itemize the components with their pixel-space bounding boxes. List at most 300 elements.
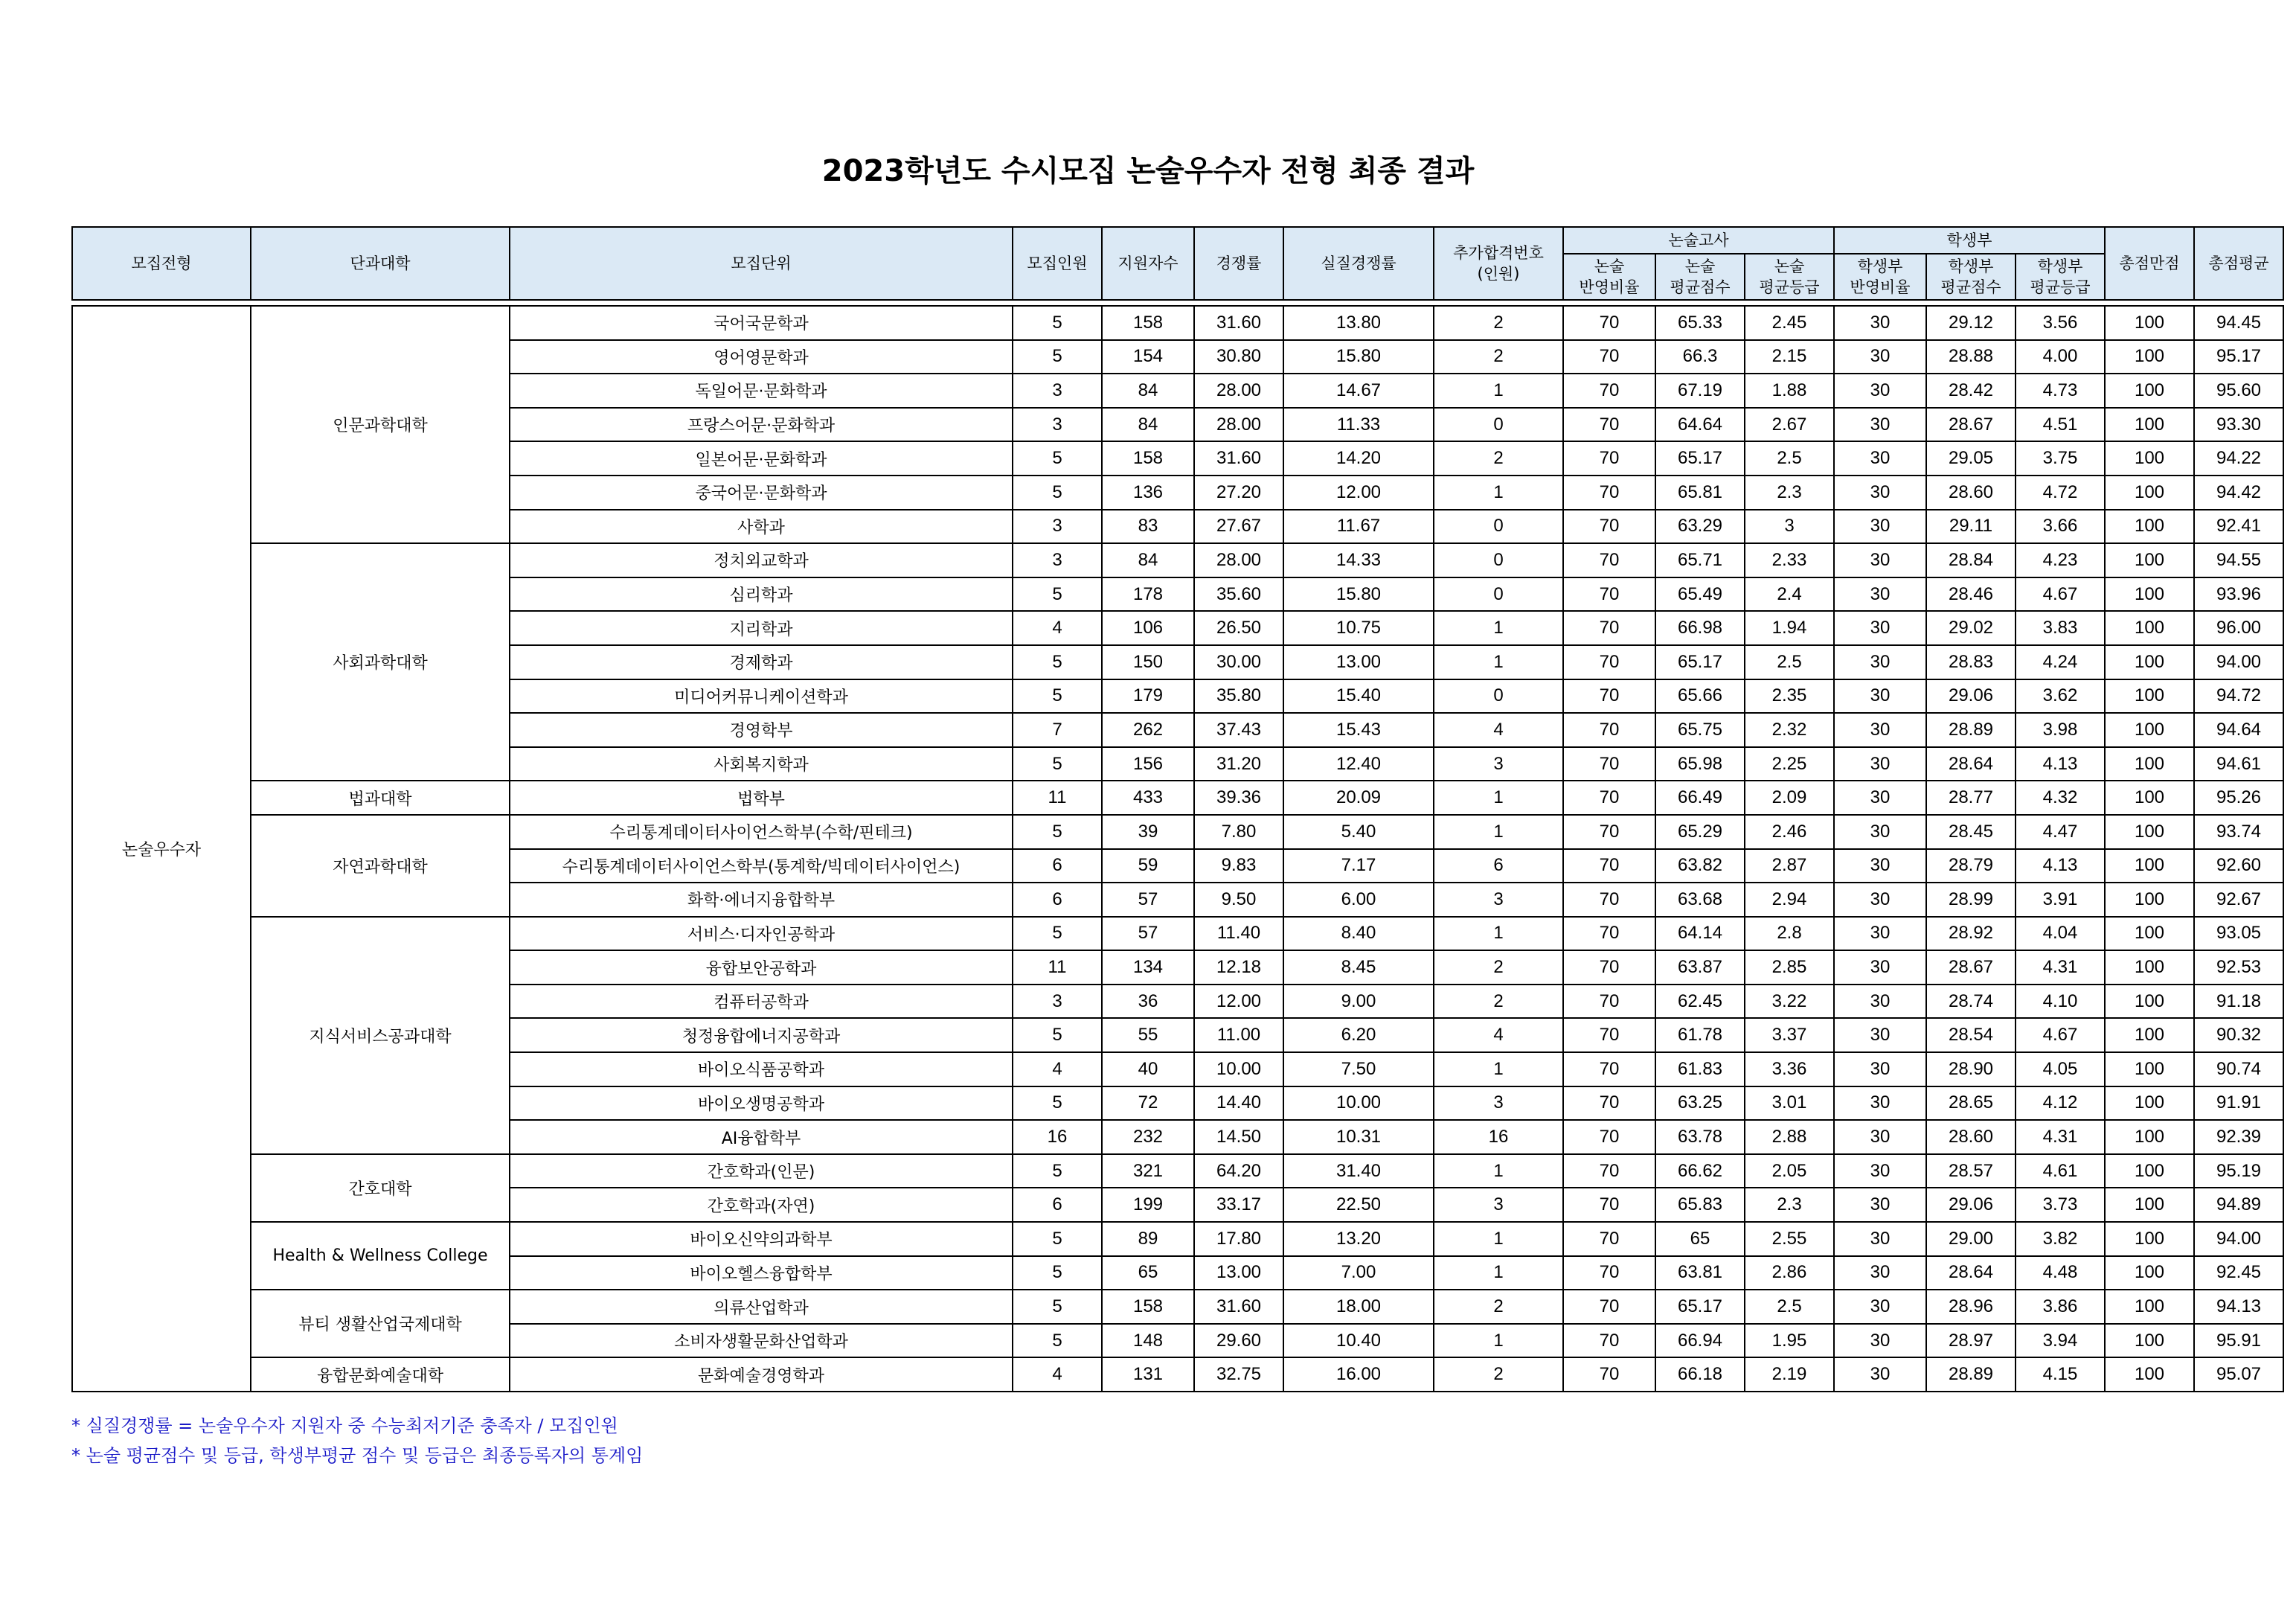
value-cell: 28.57 bbox=[1926, 1154, 2016, 1188]
unit-cell: 정치외교학과 bbox=[510, 543, 1013, 577]
value-cell: 158 bbox=[1102, 1290, 1194, 1324]
value-cell: 70 bbox=[1563, 1290, 1655, 1324]
header-record-weight: 학생부 반영비율 bbox=[1834, 254, 1926, 300]
value-cell: 100 bbox=[2105, 679, 2194, 714]
value-cell: 94.42 bbox=[2194, 476, 2283, 510]
value-cell: 2 bbox=[1434, 340, 1563, 374]
value-cell: 3 bbox=[1013, 985, 1102, 1019]
footnote-real-ratio: * 실질경쟁률 = 논술우수자 지원자 중 수능최저기준 충족자 / 모집인원 bbox=[71, 1415, 618, 1436]
header-spacer bbox=[72, 300, 2283, 306]
value-cell: 28.64 bbox=[1926, 1256, 2016, 1290]
value-cell: 100 bbox=[2105, 441, 2194, 476]
unit-cell: 바이오헬스융합학부 bbox=[510, 1256, 1013, 1290]
value-cell: 106 bbox=[1102, 611, 1194, 645]
value-cell: 1 bbox=[1434, 1052, 1563, 1086]
value-cell: 30 bbox=[1834, 408, 1926, 442]
value-cell: 4.51 bbox=[2016, 408, 2105, 442]
value-cell: 13.20 bbox=[1283, 1222, 1434, 1256]
college-cell: 간호대학 bbox=[251, 1154, 510, 1222]
value-cell: 4.72 bbox=[2016, 476, 2105, 510]
value-cell: 2.3 bbox=[1745, 476, 1834, 510]
value-cell: 100 bbox=[2105, 1256, 2194, 1290]
value-cell: 66.3 bbox=[1655, 340, 1745, 374]
value-cell: 70 bbox=[1563, 1188, 1655, 1222]
value-cell: 94.00 bbox=[2194, 1222, 2283, 1256]
value-cell: 30 bbox=[1834, 374, 1926, 408]
value-cell: 29.00 bbox=[1926, 1222, 2016, 1256]
value-cell: 10.00 bbox=[1194, 1052, 1283, 1086]
value-cell: 5 bbox=[1013, 1290, 1102, 1324]
value-cell: 6.00 bbox=[1283, 883, 1434, 917]
value-cell: 28.79 bbox=[1926, 849, 2016, 883]
value-cell: 14.33 bbox=[1283, 543, 1434, 577]
header-applicants: 지원자수 bbox=[1102, 227, 1194, 300]
value-cell: 2.25 bbox=[1745, 747, 1834, 781]
value-cell: 5 bbox=[1013, 1154, 1102, 1188]
value-cell: 5 bbox=[1013, 1086, 1102, 1121]
value-cell: 134 bbox=[1102, 950, 1194, 985]
value-cell: 30 bbox=[1834, 1290, 1926, 1324]
value-cell: 70 bbox=[1563, 340, 1655, 374]
unit-cell: 경제학과 bbox=[510, 645, 1013, 679]
header-unit: 모집단위 bbox=[510, 227, 1013, 300]
value-cell: 28.00 bbox=[1194, 374, 1283, 408]
value-cell: 61.78 bbox=[1655, 1018, 1745, 1052]
value-cell: 30 bbox=[1834, 645, 1926, 679]
value-cell: 93.05 bbox=[2194, 917, 2283, 951]
value-cell: 29.06 bbox=[1926, 1188, 2016, 1222]
unit-cell: 바이오식품공학과 bbox=[510, 1052, 1013, 1086]
value-cell: 1 bbox=[1434, 374, 1563, 408]
value-cell: 27.20 bbox=[1194, 476, 1283, 510]
value-cell: 30 bbox=[1834, 1357, 1926, 1392]
value-cell: 4.10 bbox=[2016, 985, 2105, 1019]
header-essay-weight: 논술 반영비율 bbox=[1563, 254, 1655, 300]
value-cell: 3 bbox=[1745, 510, 1834, 544]
value-cell: 95.19 bbox=[2194, 1154, 2283, 1188]
value-cell: 4.24 bbox=[2016, 645, 2105, 679]
value-cell: 7.80 bbox=[1194, 815, 1283, 849]
value-cell: 20.09 bbox=[1283, 781, 1434, 815]
value-cell: 28.92 bbox=[1926, 917, 2016, 951]
value-cell: 15.80 bbox=[1283, 577, 1434, 612]
value-cell: 66.18 bbox=[1655, 1357, 1745, 1392]
value-cell: 64.20 bbox=[1194, 1154, 1283, 1188]
footnotes bbox=[71, 1411, 643, 1470]
value-cell: 15.80 bbox=[1283, 340, 1434, 374]
value-cell: 3 bbox=[1434, 883, 1563, 917]
unit-cell: 영어영문학과 bbox=[510, 340, 1013, 374]
value-cell: 12.40 bbox=[1283, 747, 1434, 781]
unit-cell: 국어국문학과 bbox=[510, 306, 1013, 340]
unit-cell: 청정융합에너지공학과 bbox=[510, 1018, 1013, 1052]
value-cell: 100 bbox=[2105, 713, 2194, 747]
unit-cell: 의류산업학과 bbox=[510, 1290, 1013, 1324]
value-cell: 65.17 bbox=[1655, 441, 1745, 476]
header-essay-avg: 논술 평균점수 bbox=[1655, 254, 1745, 300]
header-essay-group: 논술고사 bbox=[1563, 227, 1834, 254]
value-cell: 100 bbox=[2105, 306, 2194, 340]
value-cell: 28.74 bbox=[1926, 985, 2016, 1019]
header-ratio: 경쟁률 bbox=[1194, 227, 1283, 300]
header-quota: 모집인원 bbox=[1013, 227, 1102, 300]
value-cell: 1.88 bbox=[1745, 374, 1834, 408]
value-cell: 29.02 bbox=[1926, 611, 2016, 645]
value-cell: 4.31 bbox=[2016, 1120, 2105, 1154]
value-cell: 4.12 bbox=[2016, 1086, 2105, 1121]
value-cell: 65.17 bbox=[1655, 645, 1745, 679]
header-essay-grade: 논술 평균등급 bbox=[1745, 254, 1834, 300]
value-cell: 31.40 bbox=[1283, 1154, 1434, 1188]
value-cell: 6.20 bbox=[1283, 1018, 1434, 1052]
value-cell: 2 bbox=[1434, 985, 1563, 1019]
value-cell: 3.86 bbox=[2016, 1290, 2105, 1324]
value-cell: 1 bbox=[1434, 1324, 1563, 1358]
value-cell: 4.00 bbox=[2016, 340, 2105, 374]
value-cell: 14.40 bbox=[1194, 1086, 1283, 1121]
value-cell: 28.77 bbox=[1926, 781, 2016, 815]
value-cell: 70 bbox=[1563, 985, 1655, 1019]
value-cell: 30 bbox=[1834, 577, 1926, 612]
value-cell: 65.33 bbox=[1655, 306, 1745, 340]
value-cell: 3.62 bbox=[2016, 679, 2105, 714]
value-cell: 2.87 bbox=[1745, 849, 1834, 883]
value-cell: 2.67 bbox=[1745, 408, 1834, 442]
table-row bbox=[72, 543, 2283, 577]
value-cell: 30 bbox=[1834, 1324, 1926, 1358]
value-cell: 63.82 bbox=[1655, 849, 1745, 883]
value-cell: 199 bbox=[1102, 1188, 1194, 1222]
value-cell: 3.83 bbox=[2016, 611, 2105, 645]
value-cell: 67.19 bbox=[1655, 374, 1745, 408]
value-cell: 100 bbox=[2105, 849, 2194, 883]
table-row bbox=[72, 917, 2283, 951]
value-cell: 4.05 bbox=[2016, 1052, 2105, 1086]
value-cell: 28.89 bbox=[1926, 713, 2016, 747]
value-cell: 28.97 bbox=[1926, 1324, 2016, 1358]
value-cell: 94.13 bbox=[2194, 1290, 2283, 1324]
unit-cell: 컴퓨터공학과 bbox=[510, 985, 1013, 1019]
value-cell: 28.90 bbox=[1926, 1052, 2016, 1086]
value-cell: 94.00 bbox=[2194, 645, 2283, 679]
college-cell: 인문과학대학 bbox=[251, 306, 510, 543]
value-cell: 28.60 bbox=[1926, 476, 2016, 510]
value-cell: 70 bbox=[1563, 1154, 1655, 1188]
value-cell: 4 bbox=[1434, 713, 1563, 747]
value-cell: 5 bbox=[1013, 1222, 1102, 1256]
value-cell: 9.00 bbox=[1283, 985, 1434, 1019]
value-cell: 30 bbox=[1834, 1018, 1926, 1052]
value-cell: 15.43 bbox=[1283, 713, 1434, 747]
value-cell: 6 bbox=[1434, 849, 1563, 883]
value-cell: 90.32 bbox=[2194, 1018, 2283, 1052]
value-cell: 2.05 bbox=[1745, 1154, 1834, 1188]
value-cell: 70 bbox=[1563, 577, 1655, 612]
value-cell: 70 bbox=[1563, 747, 1655, 781]
value-cell: 4.04 bbox=[2016, 917, 2105, 951]
value-cell: 100 bbox=[2105, 1086, 2194, 1121]
value-cell: 70 bbox=[1563, 713, 1655, 747]
value-cell: 433 bbox=[1102, 781, 1194, 815]
unit-cell: 수리통계데이터사이언스학부(통계학/빅데이터사이언스) bbox=[510, 849, 1013, 883]
value-cell: 9.50 bbox=[1194, 883, 1283, 917]
table-row bbox=[72, 1154, 2283, 1188]
value-cell: 11 bbox=[1013, 781, 1102, 815]
value-cell: 7 bbox=[1013, 713, 1102, 747]
value-cell: 1 bbox=[1434, 781, 1563, 815]
value-cell: 5 bbox=[1013, 679, 1102, 714]
value-cell: 70 bbox=[1563, 408, 1655, 442]
header-record-group: 학생부 bbox=[1834, 227, 2105, 254]
value-cell: 30.00 bbox=[1194, 645, 1283, 679]
value-cell: 156 bbox=[1102, 747, 1194, 781]
value-cell: 2.85 bbox=[1745, 950, 1834, 985]
value-cell: 28.99 bbox=[1926, 883, 2016, 917]
value-cell: 11.00 bbox=[1194, 1018, 1283, 1052]
value-cell: 4.47 bbox=[2016, 815, 2105, 849]
value-cell: 65.83 bbox=[1655, 1188, 1745, 1222]
value-cell: 70 bbox=[1563, 1120, 1655, 1154]
value-cell: 10.00 bbox=[1283, 1086, 1434, 1121]
value-cell: 11.67 bbox=[1283, 510, 1434, 544]
value-cell: 61.83 bbox=[1655, 1052, 1745, 1086]
value-cell: 100 bbox=[2105, 645, 2194, 679]
value-cell: 55 bbox=[1102, 1018, 1194, 1052]
value-cell: 2.35 bbox=[1745, 679, 1834, 714]
value-cell: 100 bbox=[2105, 1222, 2194, 1256]
value-cell: 5 bbox=[1013, 441, 1102, 476]
value-cell: 136 bbox=[1102, 476, 1194, 510]
value-cell: 31.20 bbox=[1194, 747, 1283, 781]
value-cell: 2.19 bbox=[1745, 1357, 1834, 1392]
value-cell: 89 bbox=[1102, 1222, 1194, 1256]
value-cell: 39 bbox=[1102, 815, 1194, 849]
value-cell: 11.33 bbox=[1283, 408, 1434, 442]
value-cell: 5 bbox=[1013, 306, 1102, 340]
value-cell: 70 bbox=[1563, 306, 1655, 340]
value-cell: 95.07 bbox=[2194, 1357, 2283, 1392]
value-cell: 35.60 bbox=[1194, 577, 1283, 612]
value-cell: 3.73 bbox=[2016, 1188, 2105, 1222]
value-cell: 2.5 bbox=[1745, 645, 1834, 679]
value-cell: 29.11 bbox=[1926, 510, 2016, 544]
value-cell: 100 bbox=[2105, 577, 2194, 612]
value-cell: 70 bbox=[1563, 917, 1655, 951]
value-cell: 93.30 bbox=[2194, 408, 2283, 442]
value-cell: 30 bbox=[1834, 611, 1926, 645]
value-cell: 30 bbox=[1834, 747, 1926, 781]
value-cell: 70 bbox=[1563, 1357, 1655, 1392]
value-cell: 30 bbox=[1834, 543, 1926, 577]
value-cell: 70 bbox=[1563, 374, 1655, 408]
value-cell: 3.75 bbox=[2016, 441, 2105, 476]
value-cell: 4.32 bbox=[2016, 781, 2105, 815]
value-cell: 31.60 bbox=[1194, 306, 1283, 340]
value-cell: 5 bbox=[1013, 340, 1102, 374]
value-cell: 4.67 bbox=[2016, 1018, 2105, 1052]
value-cell: 2.33 bbox=[1745, 543, 1834, 577]
value-cell: 92.41 bbox=[2194, 510, 2283, 544]
value-cell: 30 bbox=[1834, 679, 1926, 714]
unit-cell: 지리학과 bbox=[510, 611, 1013, 645]
value-cell: 30 bbox=[1834, 849, 1926, 883]
value-cell: 30 bbox=[1834, 340, 1926, 374]
value-cell: 158 bbox=[1102, 306, 1194, 340]
value-cell: 5.40 bbox=[1283, 815, 1434, 849]
value-cell: 28.00 bbox=[1194, 543, 1283, 577]
value-cell: 3 bbox=[1434, 1188, 1563, 1222]
value-cell: 30 bbox=[1834, 1154, 1926, 1188]
value-cell: 70 bbox=[1563, 815, 1655, 849]
table-row bbox=[72, 815, 2283, 849]
value-cell: 100 bbox=[2105, 917, 2194, 951]
value-cell: 28.64 bbox=[1926, 747, 2016, 781]
value-cell: 2.46 bbox=[1745, 815, 1834, 849]
value-cell: 3 bbox=[1013, 543, 1102, 577]
value-cell: 66.98 bbox=[1655, 611, 1745, 645]
value-cell: 30 bbox=[1834, 441, 1926, 476]
unit-cell: 간호학과(자연) bbox=[510, 1188, 1013, 1222]
value-cell: 91.91 bbox=[2194, 1086, 2283, 1121]
value-cell: 3.56 bbox=[2016, 306, 2105, 340]
value-cell: 28.67 bbox=[1926, 408, 2016, 442]
value-cell: 64.14 bbox=[1655, 917, 1745, 951]
header-type: 모집전형 bbox=[72, 227, 251, 300]
value-cell: 16.00 bbox=[1283, 1357, 1434, 1392]
unit-cell: 화학·에너지융합학부 bbox=[510, 883, 1013, 917]
value-cell: 94.89 bbox=[2194, 1188, 2283, 1222]
value-cell: 84 bbox=[1102, 543, 1194, 577]
value-cell: 94.72 bbox=[2194, 679, 2283, 714]
value-cell: 70 bbox=[1563, 645, 1655, 679]
value-cell: 28.88 bbox=[1926, 340, 2016, 374]
value-cell: 232 bbox=[1102, 1120, 1194, 1154]
unit-cell: 바이오생명공학과 bbox=[510, 1086, 1013, 1121]
value-cell: 13.00 bbox=[1283, 645, 1434, 679]
value-cell: 1 bbox=[1434, 917, 1563, 951]
value-cell: 1.94 bbox=[1745, 611, 1834, 645]
value-cell: 65.98 bbox=[1655, 747, 1745, 781]
value-cell: 70 bbox=[1563, 849, 1655, 883]
value-cell: 100 bbox=[2105, 543, 2194, 577]
value-cell: 2 bbox=[1434, 441, 1563, 476]
value-cell: 3.66 bbox=[2016, 510, 2105, 544]
college-cell: 뷰티 생활산업국제대학 bbox=[251, 1290, 510, 1357]
value-cell: 93.74 bbox=[2194, 815, 2283, 849]
value-cell: 8.45 bbox=[1283, 950, 1434, 985]
unit-cell: 법학부 bbox=[510, 781, 1013, 815]
value-cell: 2.3 bbox=[1745, 1188, 1834, 1222]
page-title: 2023학년도 수시모집 논술우수자 전형 최종 결과 bbox=[821, 154, 1475, 188]
table-body bbox=[72, 306, 2283, 1392]
value-cell: 40 bbox=[1102, 1052, 1194, 1086]
table-row bbox=[72, 306, 2283, 340]
value-cell: 28.83 bbox=[1926, 645, 2016, 679]
value-cell: 30 bbox=[1834, 950, 1926, 985]
value-cell: 30 bbox=[1834, 781, 1926, 815]
table-row bbox=[72, 1357, 2283, 1392]
header-college: 단과대학 bbox=[251, 227, 510, 300]
unit-cell: 문화예술경영학과 bbox=[510, 1357, 1013, 1392]
value-cell: 84 bbox=[1102, 408, 1194, 442]
value-cell: 70 bbox=[1563, 1222, 1655, 1256]
value-cell: 63.68 bbox=[1655, 883, 1745, 917]
value-cell: 2.94 bbox=[1745, 883, 1834, 917]
value-cell: 2.45 bbox=[1745, 306, 1834, 340]
value-cell: 92.39 bbox=[2194, 1120, 2283, 1154]
value-cell: 92.60 bbox=[2194, 849, 2283, 883]
college-cell: 융합문화예술대학 bbox=[251, 1357, 510, 1392]
value-cell: 5 bbox=[1013, 1018, 1102, 1052]
value-cell: 3 bbox=[1434, 1086, 1563, 1121]
value-cell: 65 bbox=[1102, 1256, 1194, 1290]
value-cell: 100 bbox=[2105, 883, 2194, 917]
value-cell: 3.98 bbox=[2016, 713, 2105, 747]
value-cell: 12.18 bbox=[1194, 950, 1283, 985]
college-cell: 법과대학 bbox=[251, 781, 510, 815]
value-cell: 4 bbox=[1434, 1018, 1563, 1052]
value-cell: 2.8 bbox=[1745, 917, 1834, 951]
value-cell: 1 bbox=[1434, 815, 1563, 849]
value-cell: 3.82 bbox=[2016, 1222, 2105, 1256]
value-cell: 14.50 bbox=[1194, 1120, 1283, 1154]
value-cell: 72 bbox=[1102, 1086, 1194, 1121]
value-cell: 2 bbox=[1434, 950, 1563, 985]
value-cell: 94.61 bbox=[2194, 747, 2283, 781]
value-cell: 6 bbox=[1013, 1188, 1102, 1222]
value-cell: 100 bbox=[2105, 340, 2194, 374]
value-cell: 13.80 bbox=[1283, 306, 1434, 340]
value-cell: 10.31 bbox=[1283, 1120, 1434, 1154]
value-cell: 91.18 bbox=[2194, 985, 2283, 1019]
value-cell: 0 bbox=[1434, 408, 1563, 442]
value-cell: 17.80 bbox=[1194, 1222, 1283, 1256]
value-cell: 30 bbox=[1834, 713, 1926, 747]
value-cell: 2.5 bbox=[1745, 441, 1834, 476]
value-cell: 3 bbox=[1434, 747, 1563, 781]
value-cell: 2.55 bbox=[1745, 1222, 1834, 1256]
value-cell: 66.62 bbox=[1655, 1154, 1745, 1188]
value-cell: 100 bbox=[2105, 1324, 2194, 1358]
value-cell: 2.32 bbox=[1745, 713, 1834, 747]
value-cell: 28.60 bbox=[1926, 1120, 2016, 1154]
value-cell: 5 bbox=[1013, 1324, 1102, 1358]
value-cell: 33.17 bbox=[1194, 1188, 1283, 1222]
value-cell: 178 bbox=[1102, 577, 1194, 612]
value-cell: 4.15 bbox=[2016, 1357, 2105, 1392]
value-cell: 62.45 bbox=[1655, 985, 1745, 1019]
value-cell: 2.88 bbox=[1745, 1120, 1834, 1154]
value-cell: 7.50 bbox=[1283, 1052, 1434, 1086]
value-cell: 0 bbox=[1434, 510, 1563, 544]
value-cell: 3 bbox=[1013, 510, 1102, 544]
value-cell: 63.78 bbox=[1655, 1120, 1745, 1154]
value-cell: 16 bbox=[1434, 1120, 1563, 1154]
header-record-grade: 학생부 평균등급 bbox=[2016, 254, 2105, 300]
value-cell: 70 bbox=[1563, 679, 1655, 714]
value-cell: 95.17 bbox=[2194, 340, 2283, 374]
value-cell: 84 bbox=[1102, 374, 1194, 408]
value-cell: 30 bbox=[1834, 1222, 1926, 1256]
value-cell: 5 bbox=[1013, 815, 1102, 849]
value-cell: 2.86 bbox=[1745, 1256, 1834, 1290]
value-cell: 28.67 bbox=[1926, 950, 2016, 985]
value-cell: 321 bbox=[1102, 1154, 1194, 1188]
value-cell: 32.75 bbox=[1194, 1357, 1283, 1392]
value-cell: 262 bbox=[1102, 713, 1194, 747]
results-table bbox=[71, 226, 2284, 1392]
value-cell: 30 bbox=[1834, 1188, 1926, 1222]
